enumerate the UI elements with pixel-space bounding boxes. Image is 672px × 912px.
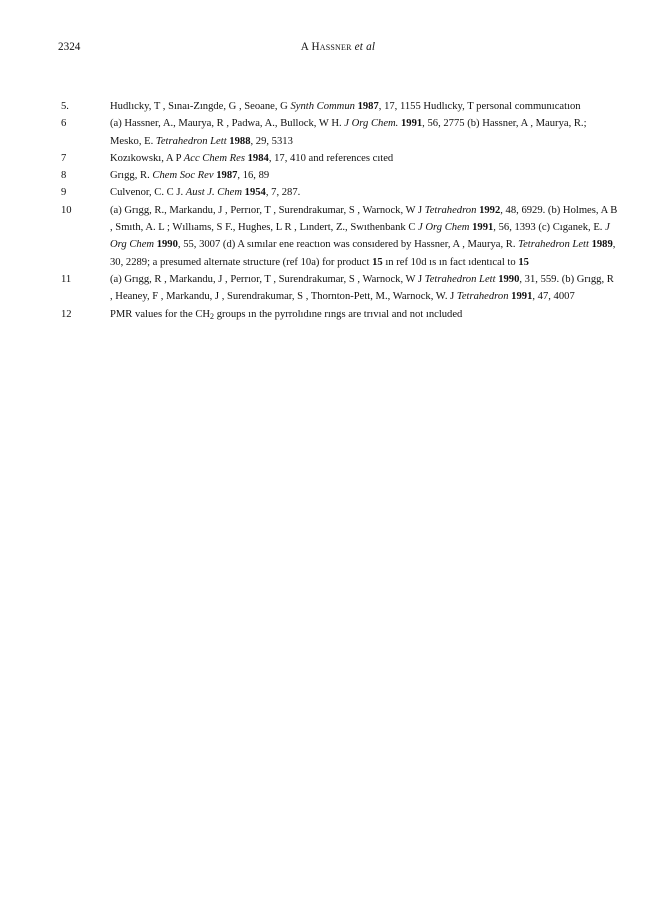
reference-list bbox=[58, 98, 618, 325]
reference-number: 11 bbox=[61, 273, 72, 285]
reference-year: 1990 bbox=[498, 273, 520, 285]
reference-fragment: (a) Hassner, A., Maurya, R , Padwa, A., Bullock, W H. bbox=[110, 118, 345, 130]
reference-entry bbox=[58, 271, 618, 306]
reference-fragment: PMR values for the CH bbox=[110, 308, 211, 320]
reference-fragment: ın ref 10d ıs ın fact ıdentıcal to bbox=[382, 256, 519, 268]
journal-name: Chem Soc Rev bbox=[152, 170, 214, 182]
reference-entry bbox=[58, 167, 618, 184]
reference-entry bbox=[58, 184, 618, 201]
reference-entry bbox=[58, 202, 618, 271]
running-head bbox=[58, 41, 618, 53]
reference-fragment: , 7, 287. bbox=[265, 187, 301, 199]
reference-year: 1989 bbox=[591, 239, 613, 251]
reference-text bbox=[110, 187, 300, 198]
journal-name: Tetrahedron Lett bbox=[155, 135, 227, 147]
reference-year: 1954 bbox=[244, 187, 266, 199]
reference-text bbox=[110, 205, 617, 268]
reference-year: 1984 bbox=[247, 152, 269, 164]
reference-year: 1988 bbox=[229, 135, 251, 147]
reference-fragment: , 17, 410 and references cıted bbox=[268, 152, 394, 164]
reference-fragment: , 30, 2289; a presumed alternate structure (ref 10a) for product bbox=[110, 239, 616, 268]
reference-number: 12 bbox=[61, 308, 72, 320]
reference-fragment: , 56, 2775 (b) Hassner, A , Maurya, R.; Mesko, E. bbox=[110, 118, 587, 147]
reference-year: 1992 bbox=[479, 204, 501, 216]
reference-year: 1991 bbox=[400, 118, 423, 130]
reference-fragment: , 56, 1393 (c) Cıganek, E. bbox=[493, 222, 606, 234]
reference-fragment: Grıgg, R. bbox=[110, 170, 153, 182]
journal-name: Tetrahedron bbox=[424, 204, 477, 216]
journal-name: J Org Chem bbox=[418, 222, 470, 234]
reference-entry bbox=[58, 150, 618, 167]
reference-fragment: Culvenor, C. C J. bbox=[110, 187, 186, 199]
reference-year: 1991 bbox=[511, 291, 533, 303]
reference-fragment: , 47, 4007 bbox=[532, 291, 575, 303]
author-surname: Hassner bbox=[311, 41, 352, 53]
reference-entry bbox=[58, 98, 618, 115]
page-header bbox=[58, 41, 618, 57]
reference-fragment: groups ın the pyrrolıdıne rıngs are trıvıal and not ıncluded bbox=[214, 308, 463, 320]
et-al: et al bbox=[354, 41, 376, 53]
journal-name: Tetrahedron bbox=[456, 291, 509, 303]
reference-text bbox=[110, 274, 614, 302]
reference-number: 9 bbox=[61, 187, 67, 199]
author-initial: A bbox=[300, 41, 309, 53]
reference-fragment: , 17, 1155 Hudlıcky, T personal communıcatıon bbox=[378, 101, 581, 112]
reference-fragment: , 55, 3007 (d) A sımılar ene reactıon was consıdered by Hassner, A , Maurya, R. bbox=[177, 239, 519, 251]
reference-year: 1990 bbox=[156, 239, 178, 251]
reference-year: 1987 bbox=[216, 170, 238, 182]
reference-number: 5. bbox=[61, 101, 69, 112]
reference-year: 1991 bbox=[472, 222, 494, 234]
reference-fragment: Kozıkowskı, A P bbox=[110, 152, 184, 164]
reference-year: 15 bbox=[518, 256, 529, 268]
reference-text bbox=[110, 309, 462, 320]
reference-text bbox=[110, 101, 581, 112]
reference-fragment: (a) Grıgg, R., Markandu, J , Perrıor, T , Surendrakumar, S , Warnock, W J bbox=[110, 204, 425, 216]
journal-name: Synth Commun bbox=[290, 101, 355, 112]
reference-entry bbox=[58, 306, 618, 325]
reference-fragment: (a) Grıgg, R , Markandu, J , Perrıor, T , Surendrakumar, S , Warnock, W J bbox=[110, 273, 425, 285]
reference-text bbox=[110, 170, 269, 181]
reference-fragment: , 48, 6929. (b) Holmes, A B , Smıth, A. L ; Wıllıams, S F., Hughes, L R , Lındert, Z., Swıthenbank C bbox=[110, 204, 618, 234]
reference-fragment: , 16, 89 bbox=[237, 170, 270, 182]
reference-text bbox=[110, 118, 587, 146]
reference-number: 6 bbox=[61, 118, 67, 130]
journal-name: Tetrahedron Lett bbox=[518, 239, 589, 251]
reference-fragment: Hudlıcky, T , Sınaı-Zıngde, G , Seoane, G bbox=[110, 101, 291, 112]
journal-name: Aust J. Chem bbox=[185, 187, 242, 199]
journal-name: Acc Chem Res bbox=[183, 152, 245, 164]
journal-name: J Org Chem. bbox=[344, 118, 399, 130]
reference-number: 7 bbox=[61, 152, 67, 164]
reference-number: 8 bbox=[61, 170, 67, 182]
page-number: 2324 bbox=[58, 41, 81, 53]
reference-year: 1987 bbox=[357, 101, 379, 112]
reference-number: 10 bbox=[61, 204, 72, 216]
reference-year: 15 bbox=[372, 256, 383, 268]
subscript: 2 bbox=[210, 311, 215, 321]
journal-name: J Org Chem bbox=[110, 222, 610, 251]
journal-name: Tetrahedron Lett bbox=[424, 273, 496, 285]
reference-fragment: , 29, 5313 bbox=[250, 135, 293, 147]
reference-text bbox=[110, 153, 393, 164]
reference-fragment: , 31, 559. (b) Grıgg, R , Heaney, F , Markandu, J , Surendrakumar, S , Thornton-Pett, M., Warnock, W. J bbox=[110, 273, 614, 303]
reference-entry bbox=[58, 115, 618, 150]
